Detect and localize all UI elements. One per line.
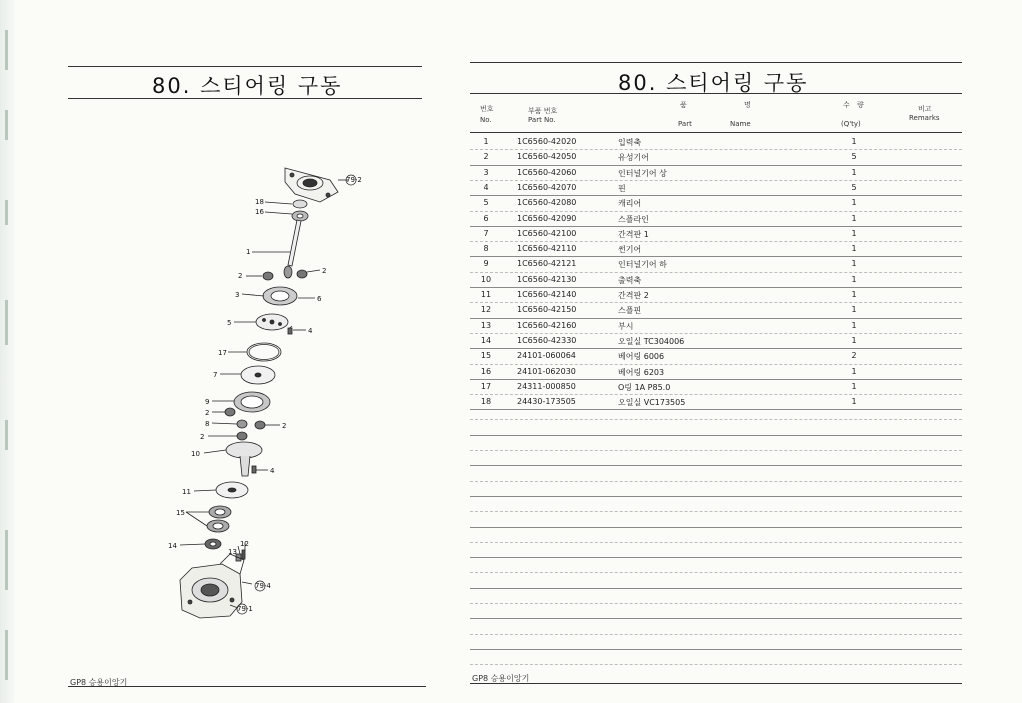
table-row	[470, 302, 962, 317]
blank-row-line	[470, 649, 962, 650]
title-rule-bottom	[68, 98, 422, 99]
row-no: 18	[480, 397, 492, 407]
page-footer: GP8 승용이앙기	[472, 674, 530, 683]
row-part-number: 1C6560-42130	[517, 274, 577, 284]
col-no-ko: 번호	[480, 105, 494, 113]
blank-row-line	[470, 435, 962, 436]
row-no: 5	[483, 198, 489, 208]
blank-row-line	[470, 664, 962, 665]
row-quantity: 1	[851, 366, 857, 376]
callout-18: 18	[255, 198, 264, 206]
row-part-name: 인터널기어 상	[618, 168, 667, 178]
row-no: 13	[480, 320, 492, 330]
blank-row-line	[470, 465, 962, 466]
row-part-number: 1C6560-42121	[517, 259, 577, 269]
col-qty-ko-left: 수	[843, 101, 850, 109]
row-quantity: 1	[851, 320, 857, 330]
row-quantity: 1	[851, 259, 857, 269]
row-part-name: 간격판 1	[618, 229, 649, 239]
table-row	[470, 195, 962, 210]
callout-5: 5	[227, 319, 232, 327]
table-row	[470, 256, 962, 271]
row-quantity: 1	[851, 381, 857, 391]
col-name-en-part: Part	[678, 120, 692, 128]
row-quantity: 1	[851, 290, 857, 299]
row-part-name: 스플라인	[618, 214, 649, 224]
row-quantity: 1	[851, 274, 857, 284]
callout-3: 3	[235, 291, 240, 299]
callout-1: 1	[246, 248, 251, 256]
row-quantity: 1	[851, 198, 857, 208]
row-no: 3	[483, 167, 489, 177]
row-part-name: 베어링 6203	[618, 367, 665, 377]
blank-row-line	[470, 618, 962, 619]
blank-row-line	[470, 557, 962, 558]
row-part-number: 24101-060064	[517, 351, 576, 361]
row-quantity: 1	[851, 335, 857, 345]
blank-row-line	[470, 603, 962, 604]
callout-13: 13	[228, 548, 237, 556]
row-no: 1	[483, 137, 489, 146]
row-part-name: 간격판 2	[618, 291, 649, 300]
row-quantity: 1	[851, 228, 857, 238]
row-no: 9	[483, 259, 489, 269]
row-part-number: 1C6560-42110	[517, 244, 577, 254]
row-quantity: 2	[851, 351, 857, 361]
table-row	[470, 165, 962, 180]
row-part-name: 유성기어	[618, 153, 649, 163]
blank-row-line	[470, 450, 962, 451]
callout-2b: 2	[322, 267, 327, 275]
row-part-name: 썬기어	[618, 245, 642, 255]
blank-row-line	[470, 572, 962, 573]
table-row	[470, 211, 962, 226]
row-quantity: 1	[851, 213, 857, 223]
row-part-number: 24430-173505	[517, 397, 576, 407]
callout-9: 9	[205, 398, 210, 406]
table-row	[470, 318, 962, 333]
footer-rule	[470, 683, 962, 684]
callout-2a: 2	[238, 272, 243, 280]
row-part-number: 1C6560-42100	[517, 228, 577, 238]
row-part-name: 핀	[618, 183, 626, 193]
row-part-name: 캐리어	[618, 199, 642, 209]
row-part-name: 스플핀	[618, 306, 642, 316]
row-part-name: 출력축	[618, 275, 642, 285]
col-no-en: No.	[480, 116, 492, 124]
callout-12: 12	[240, 540, 249, 548]
callout-79-4: 79-4	[255, 582, 271, 590]
row-no: 2	[483, 152, 489, 162]
row-no: 8	[483, 244, 489, 254]
row-part-number: 1C6560-42050	[517, 152, 577, 162]
table-row	[470, 134, 962, 149]
row-no: 16	[480, 366, 492, 376]
page-footer: GP8 승용이앙기	[70, 678, 128, 687]
blank-row-line	[470, 496, 962, 497]
row-part-number: 24311-000850	[517, 381, 576, 391]
row-quantity: 1	[851, 397, 857, 407]
lower-housing	[180, 554, 244, 618]
table-row	[470, 180, 962, 195]
parts-table-body	[470, 134, 962, 684]
row-divider	[470, 409, 962, 410]
callout-79-2: 79-2	[346, 176, 362, 184]
row-quantity: 5	[851, 182, 857, 192]
row-quantity: 1	[851, 167, 857, 177]
table-row	[470, 241, 962, 256]
callout-10: 10	[191, 450, 200, 458]
right-page	[470, 0, 1022, 703]
title-rule-top	[68, 66, 422, 67]
table-row	[470, 272, 962, 287]
row-part-name: O링 1A P85.0	[618, 382, 671, 392]
row-part-number: 1C6560-42090	[517, 213, 577, 223]
callout-7: 7	[213, 371, 218, 379]
row-part-number: 24101-062030	[517, 366, 576, 376]
left-page	[0, 0, 470, 703]
exploded-view-diagram	[160, 150, 390, 630]
row-no: 7	[483, 228, 489, 238]
row-part-number: 1C6560-42080	[517, 198, 577, 208]
row-quantity: 1	[851, 137, 857, 146]
callout-2c: 2	[205, 409, 210, 417]
table-row	[470, 333, 962, 348]
callout-17: 17	[218, 349, 227, 357]
callout-11: 11	[182, 488, 191, 496]
table-row	[470, 287, 962, 302]
row-part-name: 입력축	[618, 138, 642, 147]
col-part-ko: 부품 번호	[528, 107, 558, 115]
row-no: 14	[480, 335, 492, 345]
callout-79-1: 79-1	[237, 605, 253, 613]
callout-15: 15	[176, 509, 185, 517]
title-rule-bottom	[470, 93, 962, 94]
row-part-number: 1C6560-42150	[517, 305, 577, 315]
upper-cover	[285, 168, 338, 202]
row-part-number: 1C6560-42060	[517, 167, 577, 177]
row-no: 11	[480, 290, 492, 299]
row-part-number: 1C6560-42160	[517, 320, 577, 330]
row-part-number: 1C6560-42020	[517, 137, 577, 146]
row-part-name: 베어링 6006	[618, 352, 665, 362]
title-rule-top	[470, 62, 962, 63]
row-part-number: 1C6560-42070	[517, 182, 577, 192]
col-name-ko-left: 품	[680, 101, 687, 109]
callout-2e: 2	[282, 422, 287, 430]
header-rule	[470, 132, 962, 133]
row-part-number: 1C6560-42140	[517, 290, 577, 299]
table-row	[470, 364, 962, 379]
callout-4b: 4	[270, 467, 275, 475]
table-row	[470, 379, 962, 394]
footer-rule	[68, 686, 426, 687]
col-qty-en: (Q'ty)	[841, 120, 861, 128]
row-part-number: 1C6560-42330	[517, 335, 577, 345]
row-quantity: 1	[851, 305, 857, 315]
row-part-name: 오일실 TC304006	[618, 336, 685, 346]
table-row	[470, 226, 962, 241]
col-remarks-ko: 비고	[918, 105, 932, 113]
table-row	[470, 149, 962, 164]
row-no: 15	[480, 351, 492, 361]
row-quantity: 1	[851, 244, 857, 254]
binding-edge	[0, 0, 14, 703]
row-no: 12	[480, 305, 492, 315]
callout-6: 6	[317, 295, 322, 303]
col-name-ko-right: 명	[744, 101, 751, 109]
row-no: 6	[483, 213, 489, 223]
page-title: 80. 스티어링 구동	[152, 74, 343, 98]
row-no: 4	[483, 182, 489, 192]
blank-row-line	[470, 481, 962, 482]
blank-row-line	[470, 588, 962, 589]
col-part-en: Part No.	[528, 116, 556, 124]
col-remarks-en: Remarks	[909, 114, 940, 122]
callout-8: 8	[205, 420, 210, 428]
callout-14: 14	[168, 542, 177, 550]
row-part-name: 오일실 VC173505	[618, 398, 686, 408]
col-qty-ko-right: 량	[857, 101, 864, 109]
blank-row-line	[470, 542, 962, 543]
table-row	[470, 394, 962, 409]
blank-row-line	[470, 419, 962, 420]
row-part-name: 부시	[618, 321, 634, 331]
blank-row-line	[470, 634, 962, 635]
row-no: 17	[480, 381, 492, 391]
row-part-name: 인터널기어 하	[618, 260, 667, 270]
callout-16: 16	[255, 208, 264, 216]
callout-2d: 2	[200, 433, 205, 441]
row-quantity: 5	[851, 152, 857, 162]
row-no: 10	[480, 274, 492, 284]
callout-4a: 4	[308, 327, 313, 335]
col-name-en-name: Name	[730, 120, 751, 128]
blank-row-line	[470, 527, 962, 528]
page-title: 80. 스티어링 구동	[618, 71, 809, 95]
blank-row-line	[470, 511, 962, 512]
table-row	[470, 348, 962, 363]
